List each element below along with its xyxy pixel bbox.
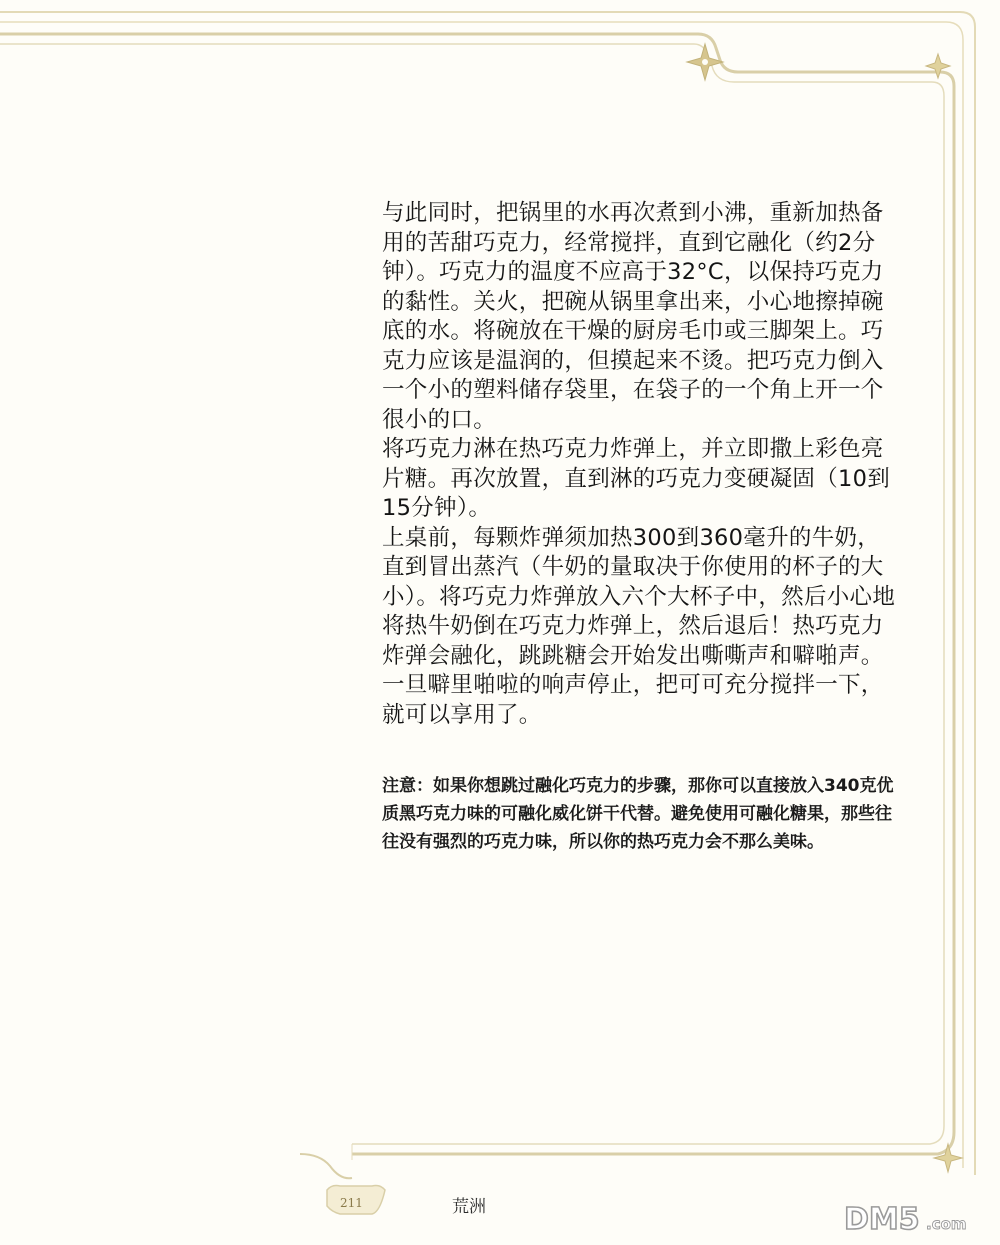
paragraph-melt-chocolate: 与此同时，把锅里的水再次煮到小沸，重新加热备用的苦甜巧克力，经常搅拌，直到它融化（约2分钟）。巧克力的温度不应高于32°C，以保持巧克力的黏性。关火，把碗从锅里拿出来，小心地擦掉碗底的水。将碗放在干燥的厨房毛巾或三脚架上。巧克力应该是温润的，但摸起来不烫。把巧克力倒入一个小的塑料储存袋里，在袋子的一个角上开一个很小的口。 xyxy=(382,200,884,433)
site-watermark-logo xyxy=(842,1199,992,1235)
recipe-body-text xyxy=(382,199,902,730)
svg-text:.com: .com xyxy=(926,1215,967,1233)
paragraph-serve: 上桌前，每颗炸弹须加热300到360毫升的牛奶，直到冒出蒸汽（牛奶的量取决于你使用的杯子的大小）。将巧克力炸弹放入六个大杯子中，然后小心地将热牛奶倒在巧克力炸弹上，然后退后！热巧克力炸弹会融化，跳跳糖会开始发出嘶嘶声和噼啪声。一旦噼里啪啦的响声停止，把可可充分搅拌一下，就可以享用了。 xyxy=(382,524,896,728)
page-number: 211 xyxy=(340,1196,363,1210)
chapter-title: 荒洲 xyxy=(452,1197,486,1217)
recipe-note: 注意：如果你想跳过融化巧克力的步骤，那你可以直接放入340克优质黑巧克力味的可融化威化饼干代替。避免使用可融化糖果，那些往往没有强烈的巧克力味，所以你的热巧克力会不那么美味。 xyxy=(382,776,894,852)
svg-text:DM5: DM5 xyxy=(844,1202,920,1235)
paragraph-drizzle-chocolate: 将巧克力淋在热巧克力炸弹上，并立即撒上彩色亮片糖。再次放置，直到淋的巧克力变硬凝固（10到15分钟）。 xyxy=(382,436,891,521)
